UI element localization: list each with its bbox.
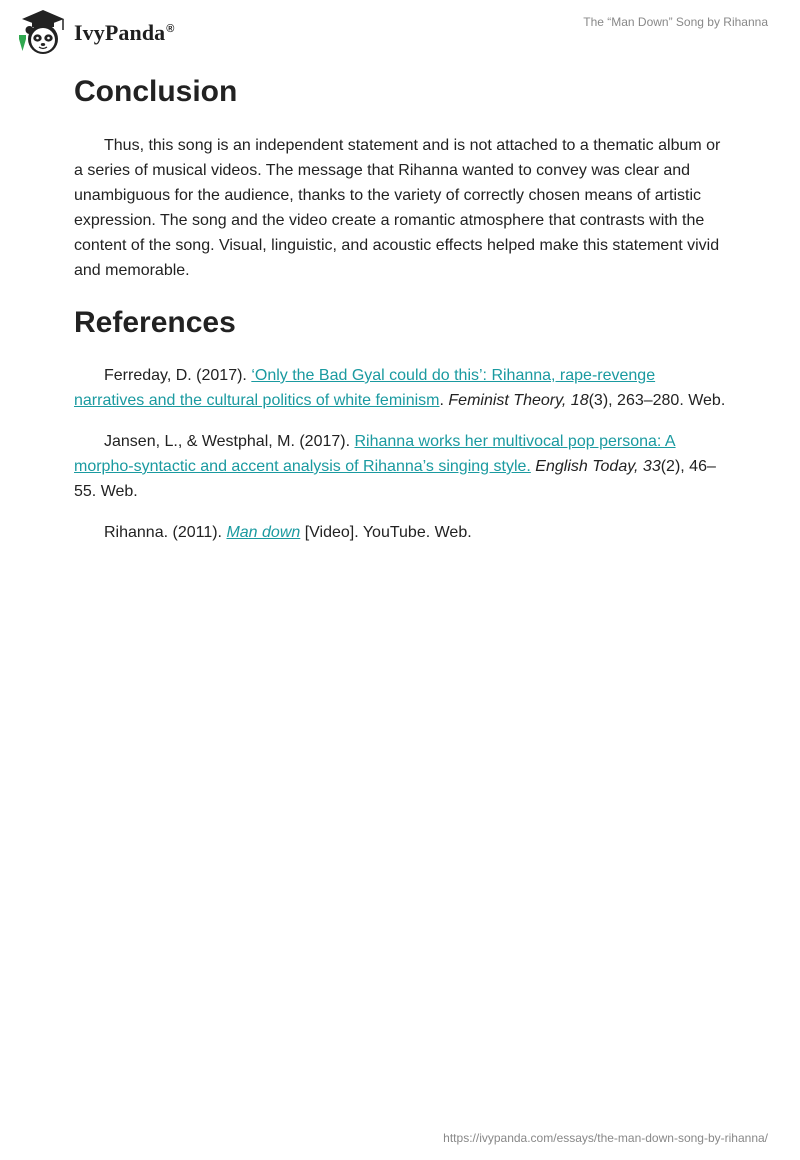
- brand-logo[interactable]: [14, 8, 175, 56]
- essay-content: [74, 72, 726, 545]
- reference-item: [74, 520, 726, 545]
- brand-name: IvyPanda®: [74, 20, 175, 45]
- conclusion-heading: Conclusion: [74, 75, 238, 108]
- reference-authors: Jansen, L., & Westphal, M. (2017).: [104, 433, 355, 450]
- panda-graduation-cap-icon: [14, 8, 72, 56]
- reference-details: (2), 46–55. Web.: [74, 458, 716, 500]
- reference-authors: Ferreday, D. (2017).: [104, 367, 252, 384]
- references-heading: References: [74, 306, 236, 339]
- reference-details: [Video]. YouTube. Web.: [300, 524, 472, 541]
- running-header-title: The “Man Down” Song by Rihanna: [583, 15, 768, 29]
- reference-title-link[interactable]: Rihanna works her multivocal pop persona: A morpho-syntactic and accent analysis of Rihanna’s singing style.: [74, 433, 676, 475]
- reference-details: (3), 263–280. Web.: [588, 392, 726, 409]
- reference-journal: English Today, 33: [535, 458, 661, 475]
- conclusion-paragraph: Thus, this song is an independent statement and is not attached to a thematic album or a series of musical videos. The message that Rihanna wanted to convey was clear and unambiguous for the audience, thanks to the variety of correctly chosen means of artistic expression. The song and the video create a romantic atmosphere that contrasts with the content of the song. Visual, linguistic, and acoustic effects helped make this statement vivid and memorable.: [74, 137, 721, 279]
- reference-title-link[interactable]: Man down: [226, 524, 301, 541]
- reference-title-link[interactable]: ‘Only the Bad Gyal could do this’: Rihanna, rape-revenge narratives and the cultural politics of white feminism: [74, 367, 656, 409]
- footer-source-url: https://ivypanda.com/essays/the-man-down-song-by-rihanna/: [443, 1131, 768, 1145]
- reference-separator: .: [439, 392, 449, 409]
- reference-item: [74, 429, 726, 504]
- reference-authors: Rihanna. (2011).: [104, 524, 227, 541]
- reference-journal: Feminist Theory, 18: [448, 392, 589, 409]
- reference-item: [74, 363, 726, 413]
